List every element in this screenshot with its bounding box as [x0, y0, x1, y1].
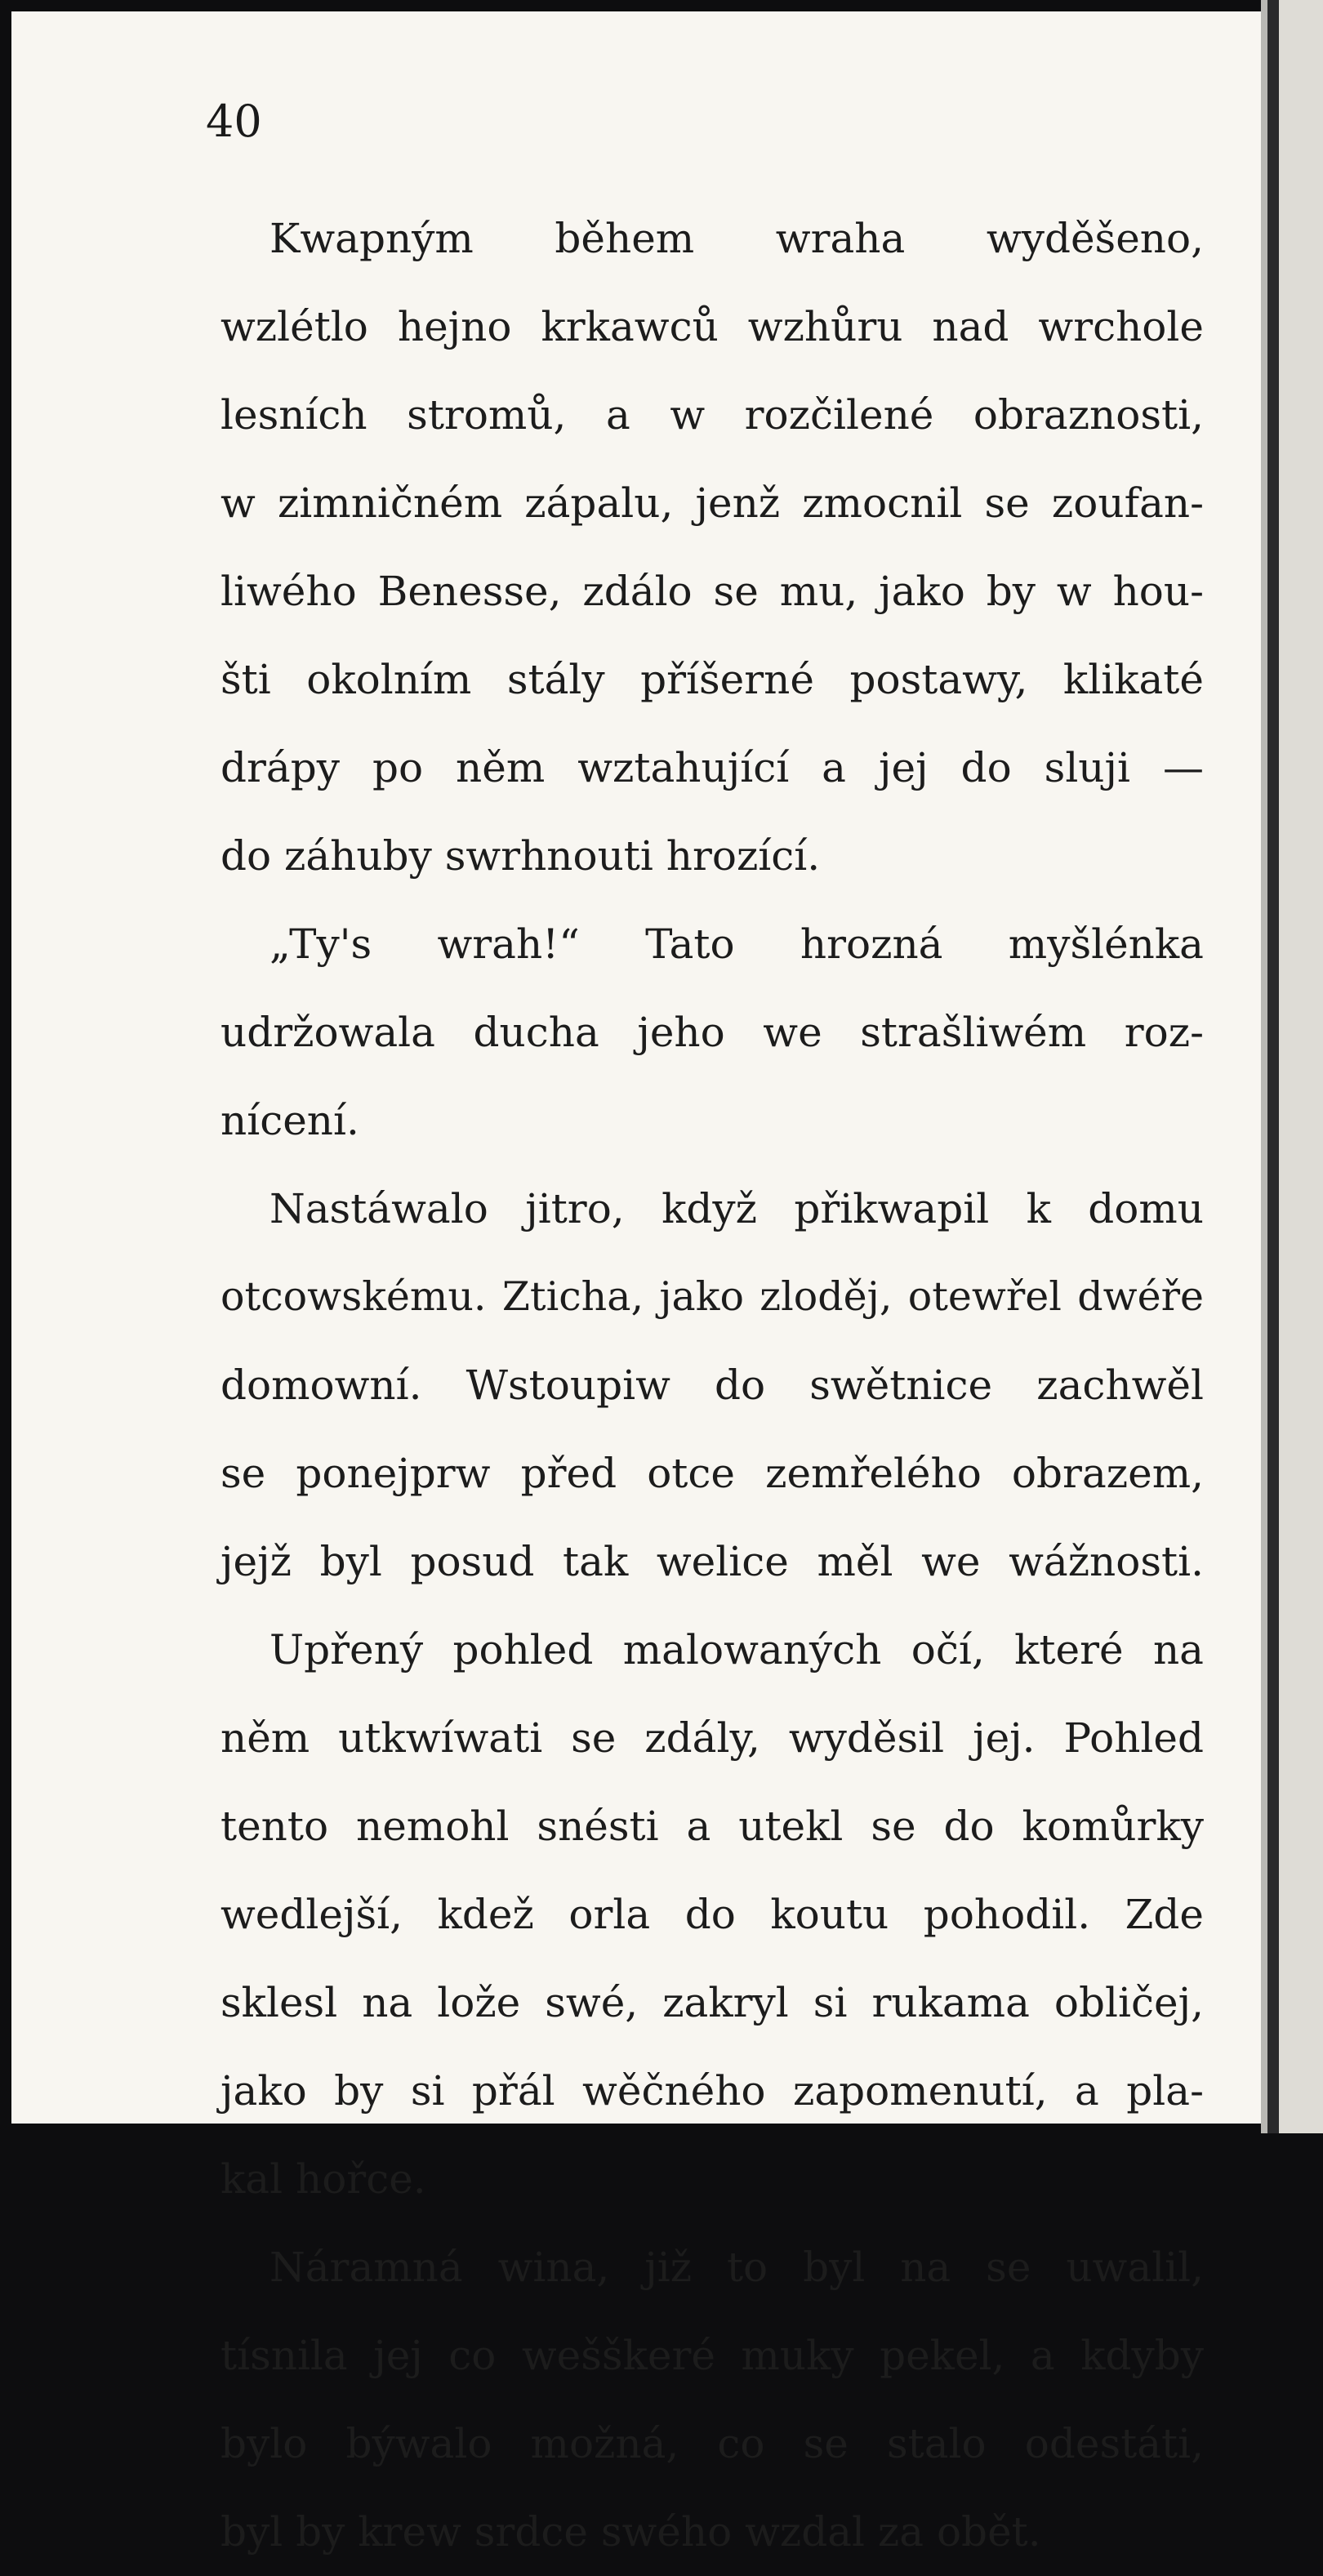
text-line: tísnila jej co wešškeré muky pekel, a kdyby — [220, 2332, 1204, 2379]
page-edge-light — [1261, 0, 1267, 2133]
text-line: Kwapným během wraha wyděšeno, — [270, 215, 1204, 262]
text-line: byl by krew srdce swého wzdal za obět. — [220, 2508, 1041, 2556]
text-line: kal hořce. — [220, 2155, 426, 2203]
text-line: lesních stromů, a w rozčilené obraznosti, — [220, 391, 1204, 439]
text-line: Náramná wina, již to byl na se uwalil, — [270, 2244, 1204, 2291]
page-edge-dark — [1267, 0, 1279, 2133]
text-line: sklesl na lože swé, zakryl si rukama obličej, — [220, 1979, 1204, 2026]
text-line: do záhuby swrhnouti hrozící. — [220, 832, 821, 880]
text-line: Nastáwalo jitro, když přikwapil k domu — [270, 1185, 1204, 1232]
text-line: se ponejprw před otce zemřelého obrazem, — [220, 1450, 1204, 1497]
text-line: jako by si přál wěčného zapomenutí, a pla- — [220, 2067, 1204, 2115]
text-line: otcowskému. Zticha, jako zloděj, otewřel dwéře — [220, 1273, 1204, 1320]
text-line: tento nemohl snésti a utekl se do komůrky — [220, 1803, 1204, 1850]
page-number: 40 — [206, 96, 262, 147]
text-line: w zimničném zápalu, jenž zmocnil se zoufan- — [220, 479, 1204, 527]
text-line: wedlejší, kdež orla do koutu pohodil. Zde — [220, 1891, 1204, 1938]
text-line: Upřený pohled malowaných očí, které na — [270, 1626, 1204, 1674]
text-line: „Ty's wrah!“ Tato hrozná myšlénka — [270, 920, 1204, 968]
text-line: nícení. — [220, 1097, 359, 1144]
text-line: bylo býwalo možná, co se stalo odestáti, — [220, 2420, 1204, 2467]
next-page-edge — [1279, 0, 1323, 2133]
text-line: jejž byl posud tak welice měl we wážnosti. — [220, 1538, 1204, 1585]
text-line: šti okolním stály příšerné postawy, klikaté — [220, 656, 1204, 703]
text-line: něm utkwíwati se zdály, wyděsil jej. Pohled — [220, 1714, 1204, 1762]
text-line: drápy po něm wztahující a jej do sluji — — [220, 744, 1204, 791]
text-body — [220, 194, 1204, 2576]
text-line: udržowala ducha jeho we strašliwém roz- — [220, 1009, 1204, 1056]
text-line: domowní. Wstoupiw do swětnice zachwěl — [220, 1362, 1204, 1409]
text-line: liwého Benesse, zdálo se mu, jako by w hou- — [220, 568, 1204, 615]
text-line: wzlétlo hejno krkawců wzhůru nad wrchole — [220, 303, 1204, 350]
book-page — [11, 11, 1261, 2556]
